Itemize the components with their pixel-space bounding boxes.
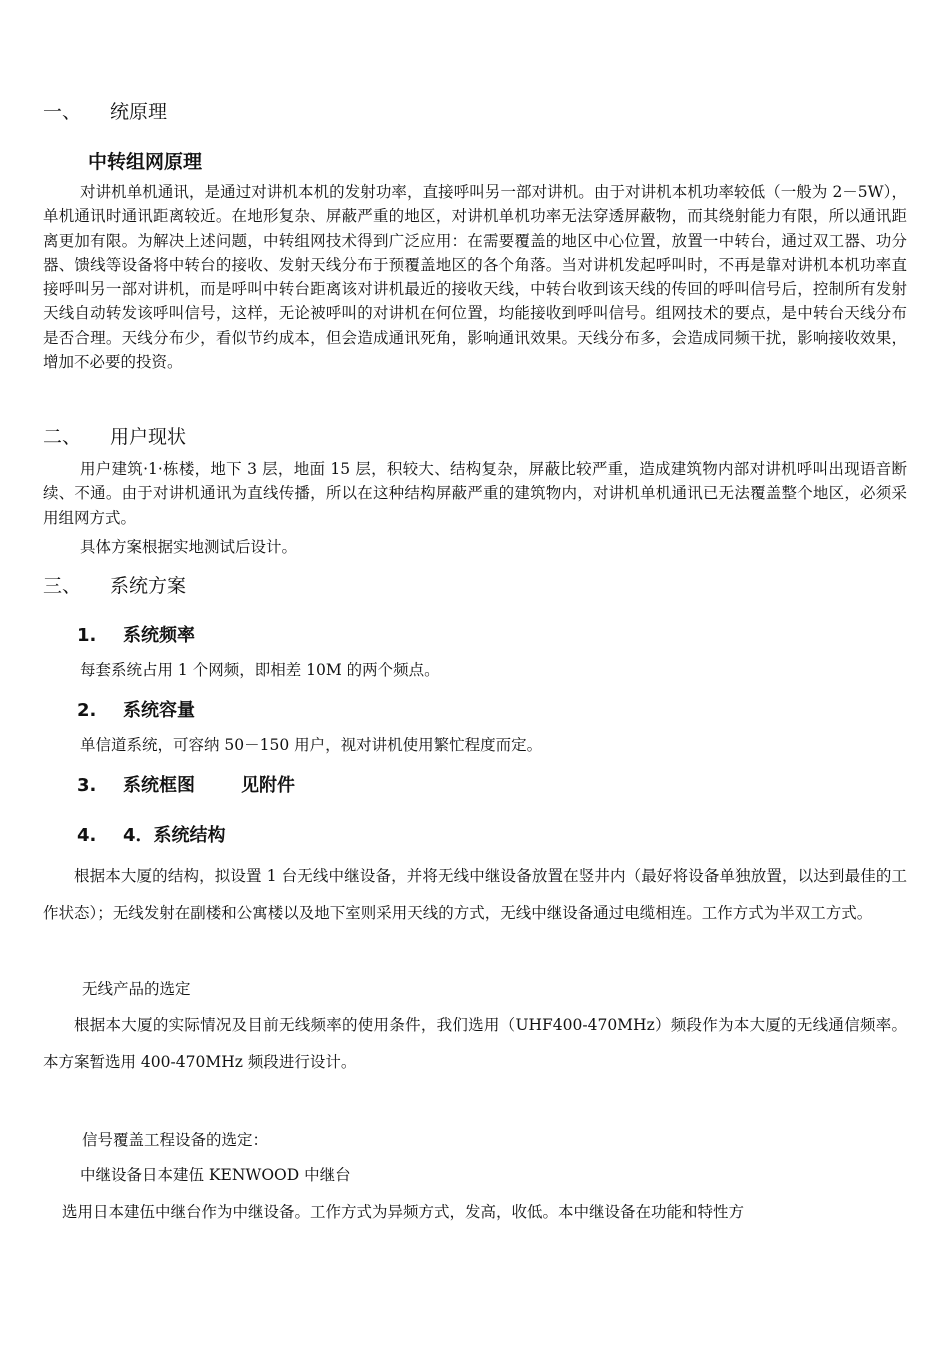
section-title: 统原理 <box>110 101 168 123</box>
paragraph-structure: 根据本大厦的结构，拟设置 1 台无线中继设备，并将无线中继设备放置在竖井内（最好将设备单独放置，以达到最佳的工作状态）；无线发射在副楼和公寓楼以及地下室则采用天线的方式，无线中继设备通过电缆相连。工作方式为半双工方式。 <box>43 867 907 922</box>
subsection-heading: 中转组网原理 <box>88 151 203 173</box>
paragraph-product: 根据本大厦的实际情况及目前无线频率的使用条件，我们选用（UHF400-470MHz）频段作为本大厦的无线通信频率。本方案暂选用 400-470MHz 频段进行设计。 <box>43 1016 907 1071</box>
section-title: 用户现状 <box>110 426 187 448</box>
paragraph-user-status: 用户建筑·1·栋楼，地下 3 层，地面 15 层，积较大、结构复杂，屏蔽比较严重，造成建筑物内部对讲机呼叫出现语音断续、不通。由于对讲机通讯为直线传播，所以在这种结构屏蔽严重的建筑物内，对讲机单机通讯已无法覆盖整个地区，必须采用组网方式。 <box>43 460 907 527</box>
item-extra: 见附件 <box>241 775 295 796</box>
item-heading-1 <box>77 621 195 647</box>
section-heading-1 <box>43 97 167 124</box>
section-heading-2 <box>43 422 186 449</box>
text-line-design: 具体方案根据实地测试后设计。 <box>80 538 298 556</box>
item-heading-3 <box>77 771 295 797</box>
section-title: 系统方案 <box>110 575 187 597</box>
product-heading: 无线产品的选定 <box>82 980 191 998</box>
item-title: 系统频率 <box>123 625 195 646</box>
item-text-1: 每套系统占用 1 个网频，即相差 10M 的两个频点。 <box>80 661 440 679</box>
item-text-2: 单信道系统，可容纳 50－150 用户，视对讲机使用繁忙程度而定。 <box>80 736 543 754</box>
item-number: 2. <box>77 700 97 721</box>
item-heading-4 <box>77 821 226 847</box>
item-number: 1. <box>77 625 97 646</box>
item-title: 4．系统结构 <box>123 825 226 846</box>
paragraph-principle: 对讲机单机通讯，是通过对讲机本机的发射功率，直接呼叫另一部对讲机。由于对讲机本机功率较低（一般为 2－5W），单机通讯时通讯距离较近。在地形复杂、屏蔽严重的地区，对讲机单机功率无法穿透屏蔽物，而其绕射能力有限，所以通讯距离更加有限。为解决上述问题，中转组网技术得到广泛应用：在需要覆盖的地区中心位置，放置一中转台，通过双工器、功分器、馈线等设备将中转台的接收、发射天线分布于预覆盖地区的各个角落。当对讲机发起呼叫时，不再是靠对讲机本机功率直接呼叫另一部对讲机，而是呼叫中转台距离该对讲机最近的接收天线，中转台收到该天线的传回的呼叫信号后，控制所有发射天线自动转发该呼叫信号，这样，无论被呼叫的对讲机在何位置，均能接收到呼叫信号。组网技术的要点，是中转台天线分布是否合理。天线分布少，看似节约成本，但会造成通讯死角，影响通讯效果。天线分布多，会造成同频干扰，影响接收效果，增加不必要的投资。 <box>43 183 907 372</box>
section-number: 三、 <box>43 575 82 597</box>
equipment-line: 中继设备日本建伍 KENWOOD 中继台 <box>80 1166 351 1184</box>
item-number: 4. <box>77 825 97 846</box>
item-title: 系统框图 <box>123 775 195 796</box>
item-title: 系统容量 <box>123 700 195 721</box>
item-number: 3. <box>77 775 97 796</box>
section-heading-3 <box>43 571 186 598</box>
section-number: 一、 <box>43 101 82 123</box>
equipment-heading: 信号覆盖工程设备的选定： <box>82 1131 269 1149</box>
item-heading-2 <box>77 696 195 722</box>
last-line: 选用日本建伍中继台作为中继设备。工作方式为异频方式，发高，收低。本中继设备在功能和特性方 <box>62 1203 745 1221</box>
section-number: 二、 <box>43 426 82 448</box>
